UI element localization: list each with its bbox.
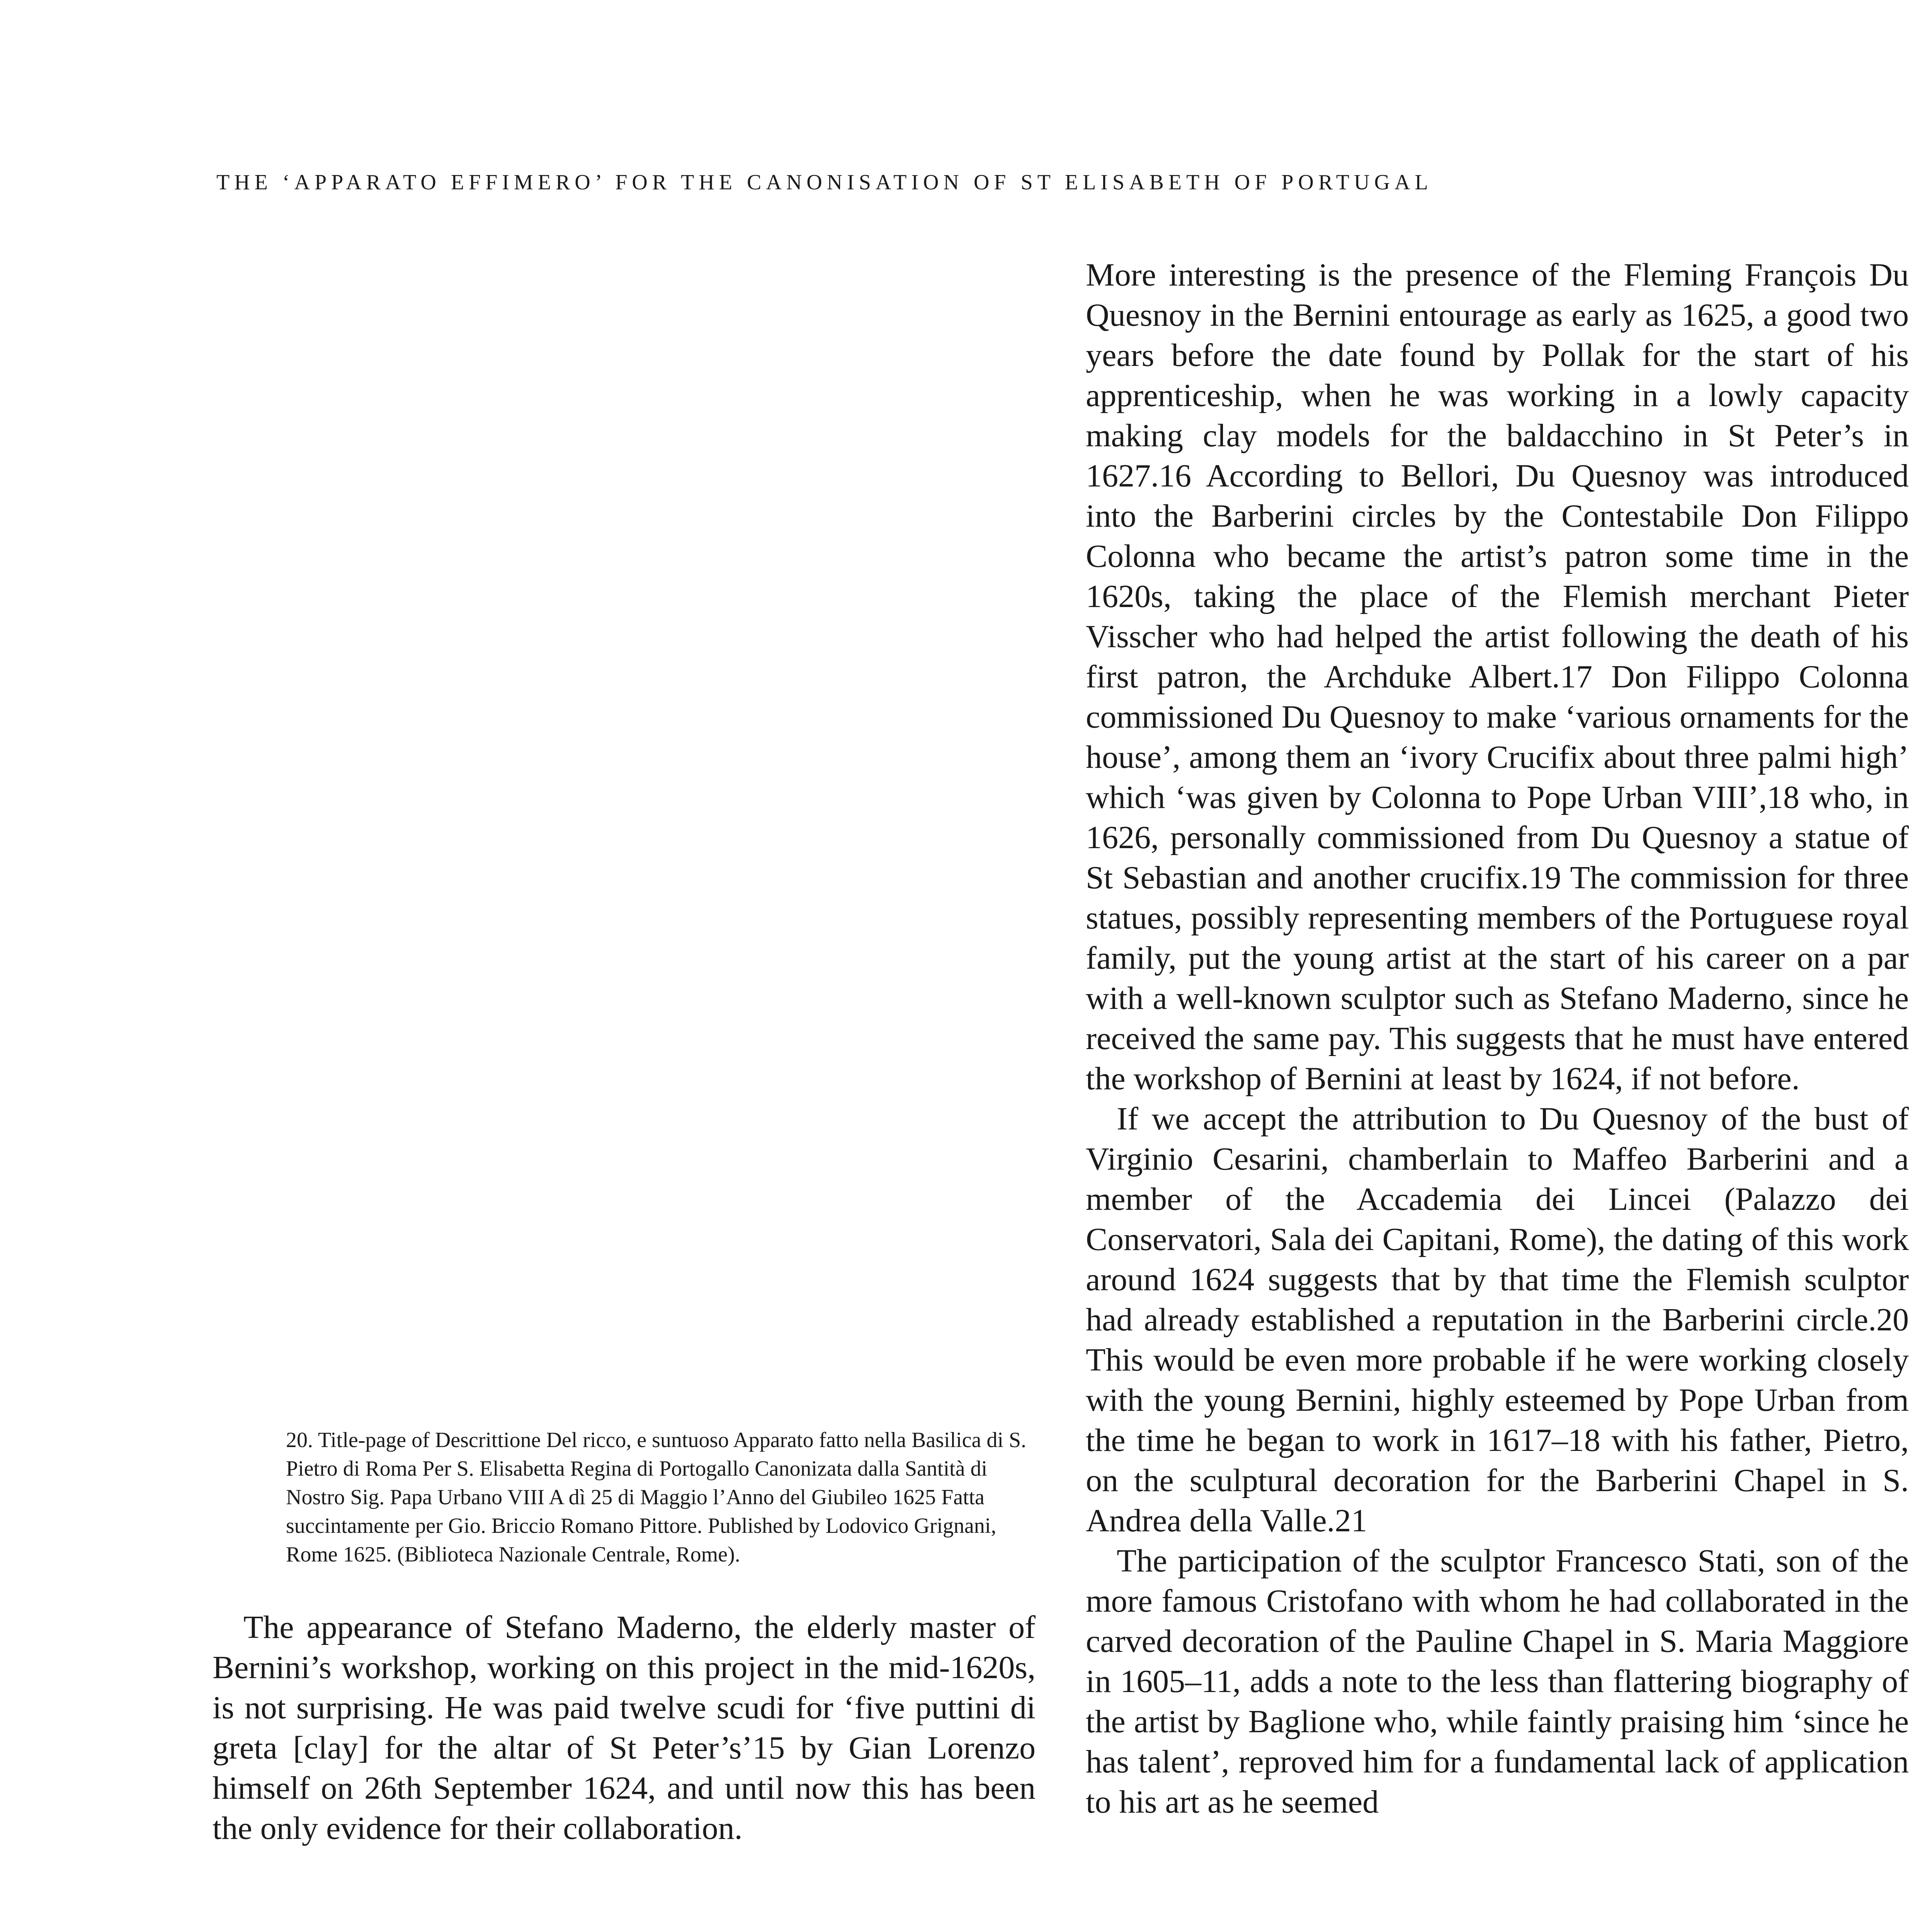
paragraph: If we accept the attribution to Du Quesnoy of the bust of Virginio Cesarini, chamberlain to Maffeo Barberini and a member of the Accademia dei Lincei (Palazzo dei Conservatori, Sala dei Capitani, Rome), the dating of this work around 1624 suggests that by that time the Flemish sculptor had already established a reputation in the Barberini circle.20 This would be even more probable if he were working closely with the young Bernini, highly esteemed by Pope Urban from the time he began to work in 1617–18 with his father, Pietro, on the sculptural decoration for the Barberini Chapel in S. Andrea della Valle.21: [1086, 1101, 1909, 1539]
body-text-left: [213, 1607, 1036, 1849]
running-head: THE ‘APPARATO EFFIMERO’ FOR THE CANONISATION OF ST ELISABETH OF PORTUGAL: [216, 170, 1433, 194]
figure-caption: 20. Title-page of Descrittione Del ricco, e suntuoso Apparato fatto nella Basilica di S. Pietro di Roma Per S. Elisabetta Regina di Portogallo Canonizata dalla Santità di Nostro Sig. Papa Urbano VIII A dì 25 di Maggio l’Anno del Giubileo 1625 Fatta succintamente per Gio. Briccio Romano Pittore. Published by Lodovico Grignani, Rome 1625. (Biblioteca Nazionale Centrale, Rome).: [286, 1428, 1027, 1566]
paragraph: The participation of the sculptor Francesco Stati, son of the more famous Cristofano with whom he had collaborated in the carved decoration of the Pauline Chapel in S. Maria Maggiore in 1605–11, adds a note to the less than flattering biography of the artist by Baglione who, while faintly praising him ‘since he has talent’, reproved him for a fundamental lack of application to his art as he seemed: [1086, 1543, 1909, 1820]
paragraph: More interesting is the presence of the Fleming François Du Quesnoy in the Bernini entourage as early as 1625, a good two years before the date found by Pollak for the start of his apprenticeship, when he was working in a lowly capacity making clay models for the baldacchino in St Peter’s in 1627.16 According to Bellori, Du Quesnoy was introduced into the Barberini circles by the Contestabile Don Filippo Colonna who became the artist’s patron some time in the 1620s, taking the place of the Flemish merchant Pieter Visscher who had helped the artist following the death of his first patron, the Archduke Albert.17 Don Filippo Colonna commissioned Du Quesnoy to make ‘various ornaments for the house’, among them an ‘ivory Crucifix about three palmi high’ which ‘was given by Colonna to Pope Urban VIII’,18 who, in 1626, personally commissioned from Du Quesnoy a statue of St Sebastian and another crucifix.19 The commission for three statues, possibly representing members of the Portuguese royal family, put the young artist at the start of his career on a par with a well-known sculptor such as Stefano Maderno, since he received the same pay. This suggests that he must have entered the workshop of Bernini at least by 1624, if not before.: [1086, 257, 1909, 1097]
figure-area: [213, 267, 1036, 1403]
paragraph: The appearance of Stefano Maderno, the elderly master of Bernini’s workshop, working on this project in the mid-1620s, is not surprising. He was paid twelve scudi for ‘five puttini di greta [clay] for the altar of St Peter’s’15 by Gian Lorenzo himself on 26th September 1624, and until now this has been the only evidence for their collaboration.: [213, 1609, 1036, 1846]
body-text-right: [1086, 255, 1909, 1822]
